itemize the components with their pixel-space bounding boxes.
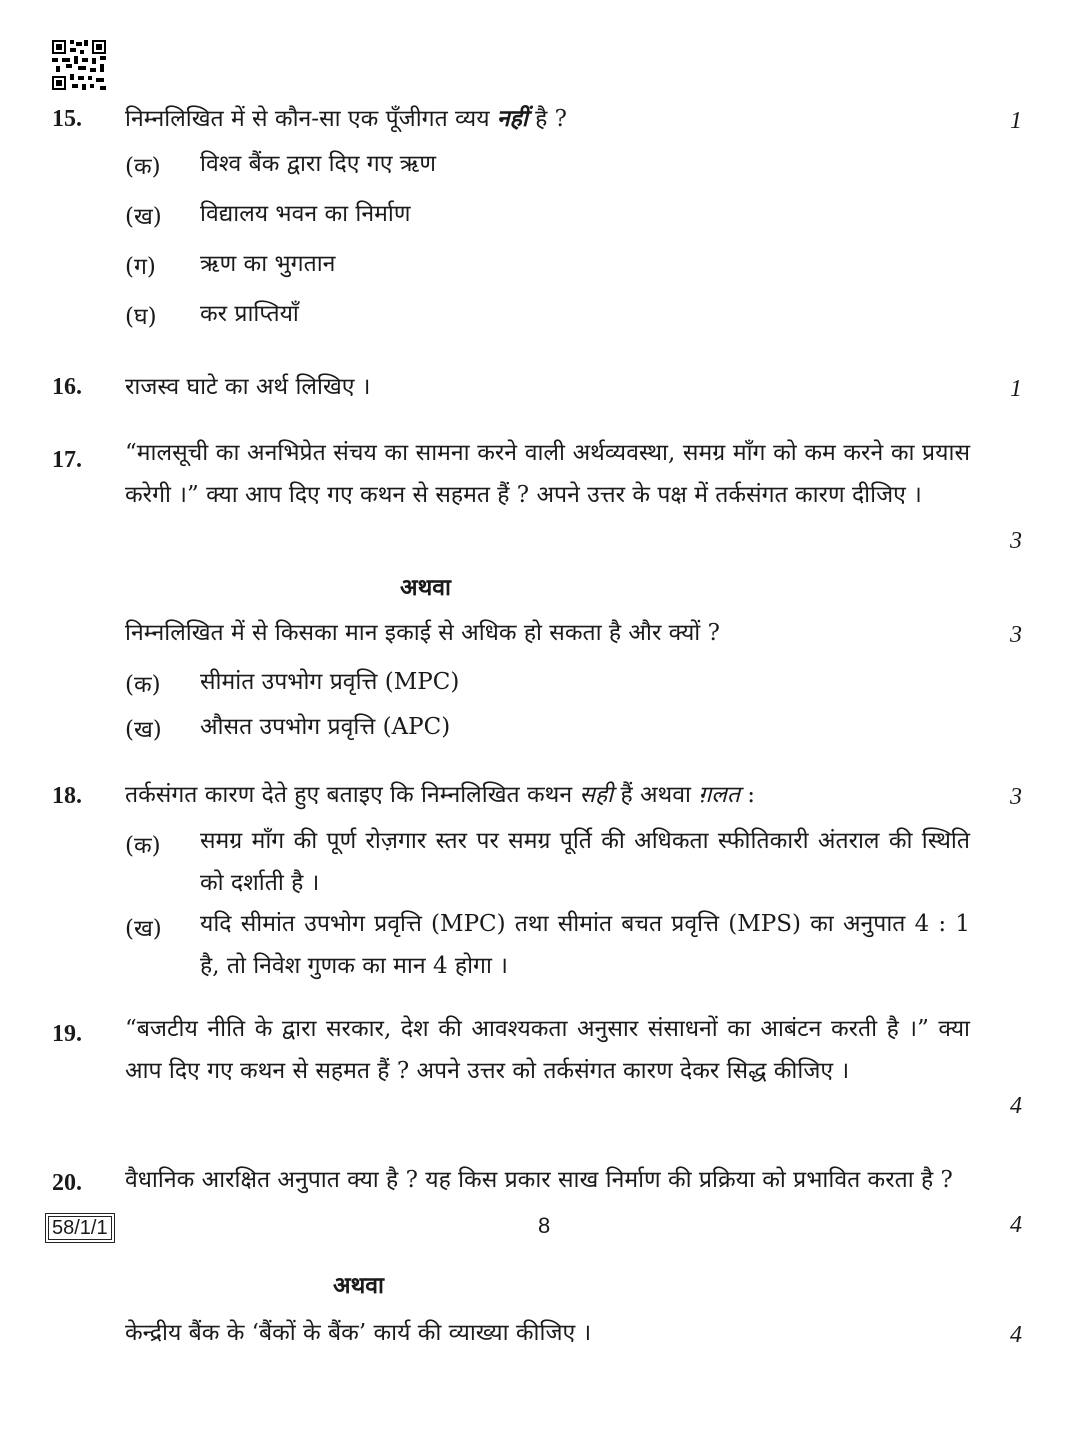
question-text: “मालसूची का अनभिप्रेत संचय का सामना करने वाली अर्थव्यवस्था, समग्र माँग को कम करने का प्रयास करेगी ।” क्या आप दिए गए कथन से सहमत हैं ? अपने उत्तर के पक्ष में तर्कसंगत कारण दीजिए । [125, 440, 970, 508]
marks: 3 [1010, 622, 1022, 648]
page-number: 8 [538, 1213, 551, 1238]
alternative-question-text: निम्नलिखित में से किसका मान इकाई से अधिक हो सकता है और क्यों ? [125, 620, 720, 646]
question-number: 19. [52, 1021, 82, 1047]
marks: 4 [1010, 1322, 1022, 1348]
or-label: अथवा [400, 574, 452, 601]
qr-code [52, 40, 106, 90]
alternative-question-text: केन्द्रीय बैंक के ‘बैंकों के बैंक’ कार्य की व्याख्या कीजिए । [125, 1320, 592, 1346]
marks: 4 [1010, 1212, 1022, 1238]
question-number: 15. [52, 106, 82, 132]
marks: 1 [1010, 108, 1022, 134]
marks: 4 [1010, 1093, 1022, 1119]
or-label: अथवा [333, 1272, 385, 1299]
question-number: 20. [52, 1170, 82, 1196]
question-text: निम्नलिखित में से कौन-सा एक पूँजीगत व्यय नहीं है ? [125, 105, 567, 132]
question-text: वैधानिक आरक्षित अनुपात क्या है ? यह किस प्रकार साख निर्माण की प्रक्रिया को प्रभावित करता है ? [125, 1167, 953, 1193]
marks: 1 [1010, 376, 1022, 402]
question-text: तर्कसंगत कारण देते हुए बताइए कि निम्नलिखित कथन सही हैं अथवा ग़लत : [125, 782, 756, 808]
question-number: 16. [52, 374, 82, 400]
question-number: 17. [52, 447, 82, 473]
marks: 3 [1010, 784, 1022, 810]
question-number: 18. [52, 783, 82, 809]
paper-code: 58/1/1 [45, 1213, 115, 1243]
question-text: “बजटीय नीति के द्वारा सरकार, देश की आवश्यकता अनुसार संसाधनों का आबंटन करती है ।” क्या आप दिए गए कथन से सहमत हैं ? अपने उत्तर को तर्कसंगत कारण देकर सिद्ध कीजिए । [125, 1016, 970, 1084]
marks: 3 [1010, 528, 1022, 554]
question-text: राजस्व घाटे का अर्थ लिखिए । [125, 374, 371, 400]
